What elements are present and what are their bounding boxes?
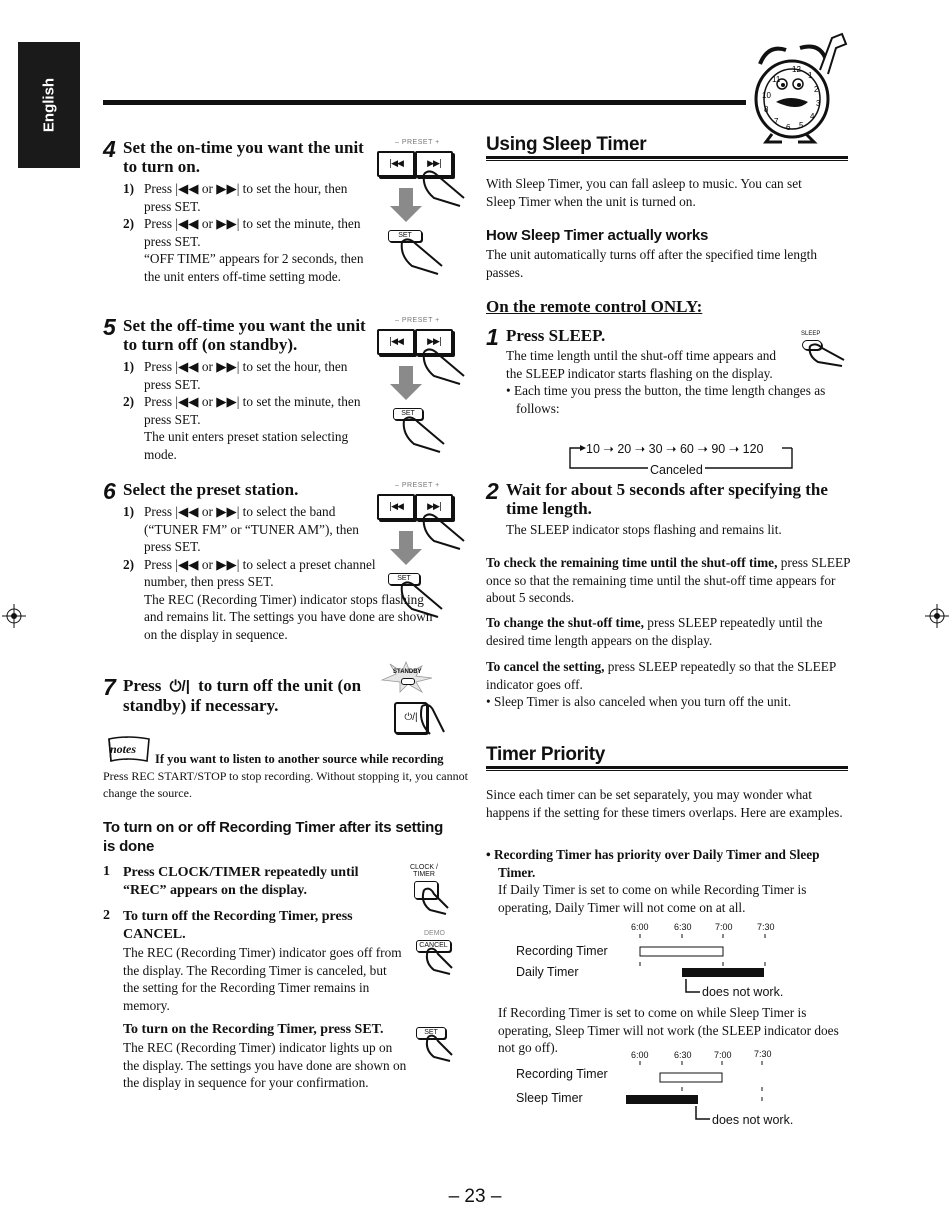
substep: 1) Press |◀◀ or ▶▶| to select the band (“TUNER FM” or “TUNER AM”), then press SET. — [123, 504, 359, 554]
tick-label: 6:00 — [631, 922, 649, 932]
priority-intro: Since each timer can be set separately, you may wonder what happens if the setting for these timers overlaps. Here are examples. — [486, 787, 843, 820]
rec-step-3 — [123, 1021, 408, 1092]
step-text: The SLEEP indicator stops flashing and remains lit. — [506, 522, 782, 537]
svg-text:1: 1 — [808, 71, 813, 80]
substep: 2) Press |◀◀ or ▶▶| to select a preset channel number, then press SET. — [123, 556, 376, 589]
how-heading: How Sleep Timer actually works — [486, 227, 709, 244]
notes-text: Press REC START/STOP to stop recording. Without stopping it, you cannot change the source. — [103, 769, 468, 800]
rec-step-title: Press CLOCK/TIMER repeatedly until “REC” appears on the display. — [123, 865, 359, 898]
sleep-intro: With Sleep Timer, you can fall asleep to music. You can set Sleep Timer when the unit is turned on. — [486, 176, 802, 209]
notes-label: notes — [110, 742, 137, 756]
preset-buttons: – PRESET + |◀◀ ▶▶| — [377, 329, 453, 357]
rec-step-title: To turn on the Recording Timer, press SET. — [123, 1022, 384, 1037]
step-5 — [103, 316, 378, 463]
step-note: The unit enters preset station selecting mode. — [144, 429, 349, 462]
sleep-step-2: 2 Wait for about 5 seconds after specifying the time length. The SLEEP indicator stops flashing and remains lit. — [486, 480, 846, 539]
sleep-label: SLEEP — [801, 331, 821, 337]
rec-step-2: 2 To turn off the Recording Timer, press CANCEL. The REC (Recording Timer) indicator goes off from the display. The Recording Timer is canceled, but the setting for the Recording Timer remains in memory. — [103, 908, 402, 1013]
step-title: Set the off-time you want the unit to turn off (on standby). — [123, 316, 366, 354]
section-rule — [486, 766, 848, 771]
registration-mark-icon — [925, 604, 949, 628]
registration-mark-icon — [2, 604, 26, 628]
notes-title: If you want to listen to another source while recording — [155, 752, 444, 766]
recording-timer-bar — [660, 1073, 722, 1082]
step-text: The time length until the shut-off time appears and the SLEEP indicator starts flashing on the display. — [506, 348, 777, 381]
prev-button[interactable]: |◀◀ — [377, 494, 415, 520]
rec-step-text: The REC (Recording Timer) indicator lights up on the display. The settings you have done are shown on the display in sequence for your confirmation. — [123, 1040, 407, 1090]
power-symbol: ⏻/| — [169, 678, 190, 695]
finger-icon — [418, 702, 448, 738]
step-title: Set the on-time you want the unit to turn on. — [123, 138, 364, 176]
step-number: 5 — [103, 314, 116, 340]
recording-timer-heading: To turn on or off Recording Timer after its setting is done — [103, 819, 444, 855]
how-text: The unit automatically turns off after the specified time length passes. — [486, 247, 817, 280]
step-number: 4 — [103, 136, 116, 162]
step-7 — [103, 676, 378, 715]
set-button[interactable]: SET — [393, 408, 423, 420]
cancel-setting: To cancel the setting, press SLEEP repeatedly so that the SLEEP indicator goes off. — [486, 659, 836, 692]
step-note: “OFF TIME” appears for 2 seconds, then the unit enters off-time setting mode. — [144, 251, 364, 284]
finger-icon — [808, 342, 848, 372]
language-tab — [18, 42, 80, 168]
finger-icon — [400, 414, 450, 454]
cancel-bullet: • Sleep Timer is also canceled when you turn off the unit. — [486, 694, 792, 709]
preset-buttons: – PRESET + |◀◀ ▶▶| — [377, 151, 453, 179]
section-rule — [486, 156, 848, 161]
step-title: Press SLEEP. — [506, 326, 606, 345]
finger-icon — [420, 168, 470, 208]
svg-text:7: 7 — [774, 117, 779, 126]
sleep-step-1: 1 Press SLEEP. The time length until the shut-off time appears and the SLEEP indicator starts flashing on the display. • Each time you press the button, the time length changes as follows: — [486, 326, 846, 417]
finger-icon — [398, 579, 448, 619]
prev-button[interactable]: |◀◀ — [377, 329, 415, 355]
remote-heading: On the remote control ONLY: — [486, 297, 703, 316]
row-label: Recording Timer — [516, 944, 608, 958]
standby-led — [401, 678, 415, 685]
svg-text:8: 8 — [764, 105, 769, 114]
does-not-work-label: does not work. — [702, 985, 784, 999]
next-button[interactable]: ▶▶| — [415, 329, 453, 355]
tick-label: 7:30 — [754, 1049, 772, 1059]
step-title: Wait for about 5 seconds after specifying the time length. — [506, 480, 828, 518]
sleep-timer-heading: Using Sleep Timer — [486, 134, 647, 155]
tick-label: 6:30 — [674, 922, 692, 932]
clock-timer-label: CLOCK / TIMER — [409, 864, 438, 878]
demo-label: DEMO — [424, 930, 445, 937]
row-label: Sleep Timer — [516, 1091, 583, 1105]
tick-label: 7:30 — [757, 922, 775, 932]
svg-text:4: 4 — [810, 112, 815, 121]
svg-text:3: 3 — [816, 99, 821, 108]
finger-icon — [420, 886, 452, 916]
page-number: – 23 – — [448, 1186, 502, 1207]
step-title-part: Press — [123, 676, 162, 695]
set-button[interactable]: SET — [388, 573, 420, 585]
priority-point-2-text: If Recording Timer is set to come on while Sleep Timer is operating, Sleep Timer will not work (the SLEEP indicator does not go off). — [498, 1005, 839, 1055]
rec-step-title: To turn off the Recording Timer, press CANCEL. — [123, 909, 353, 942]
set-button[interactable]: SET — [416, 1027, 446, 1039]
substep: 1) Press |◀◀ or ▶▶| to set the hour, then press SET. — [123, 181, 348, 214]
step-note: The REC (Recording Timer) indicator stops flashing and remains lit. The settings you have done are shown on the display in sequence. — [144, 591, 433, 642]
substep: 1) Press |◀◀ or ▶▶| to set the hour, then press SET. — [123, 359, 348, 392]
language-tab-label: English — [40, 77, 58, 133]
priority-point-1: • Recording Timer has priority over Daily Timer and Sleep Timer. — [486, 847, 820, 880]
rec-step-text: The REC (Recording Timer) indicator goes off from the display. The Recording Timer is canceled, but the setting for the Recording Timer remains in memory. — [123, 945, 402, 1013]
tick-label: 6:30 — [674, 1050, 692, 1060]
finger-icon — [398, 236, 448, 276]
header-rule — [103, 100, 746, 105]
standby-label: STANDBY — [393, 669, 422, 675]
does-not-work-label: does not work. — [712, 1113, 794, 1127]
sleep-timer-bar — [626, 1095, 698, 1104]
check-remaining: To check the remaining time until the shut-off time, press SLEEP once so that the remaining time until the shut-off time appears for about 5 seconds. — [486, 555, 851, 605]
preset-buttons: – PRESET + |◀◀ ▶▶| — [377, 494, 453, 522]
step-title: Select the preset station. — [123, 480, 299, 499]
svg-text:11: 11 — [772, 75, 781, 84]
cancel-button[interactable]: CANCEL — [416, 940, 451, 952]
set-button[interactable]: SET — [388, 230, 422, 242]
prev-button[interactable]: |◀◀ — [377, 151, 415, 177]
down-arrow-icon — [399, 366, 413, 386]
priority-point-1-text: If Daily Timer is set to come on while Recording Timer is operating, Daily Timer will not come on at all. — [498, 882, 807, 915]
svg-text:2: 2 — [814, 85, 819, 94]
recording-timer-bar — [640, 947, 723, 956]
svg-text:6: 6 — [786, 123, 791, 132]
rec-step-1: 1 Press CLOCK/TIMER repeatedly until “REC” appears on the display. — [103, 864, 373, 900]
step-4 — [103, 138, 378, 285]
finger-icon — [424, 946, 456, 976]
tick-label: 7:00 — [715, 922, 733, 932]
next-button[interactable]: ▶▶| — [415, 151, 453, 177]
tick-label: 7:00 — [714, 1050, 732, 1060]
step-bullet: • Each time you press the button, the time length changes as follows: — [506, 383, 826, 416]
change-shutoff: To change the shut-off time, press SLEEP repeatedly until the desired time length appears on the display. — [486, 615, 823, 648]
finger-icon — [420, 346, 470, 386]
svg-text:12: 12 — [792, 65, 801, 74]
substep: 2) Press |◀◀ or ▶▶| to set the minute, then press SET. — [123, 394, 361, 427]
substep: 2) Press |◀◀ or ▶▶| to set the minute, then press SET. — [123, 216, 361, 249]
flash-burst-icon — [378, 660, 434, 694]
timer-priority-heading: Timer Priority — [486, 744, 605, 765]
daily-timer-bar — [682, 968, 764, 977]
row-label: Recording Timer — [516, 1067, 608, 1081]
cycle-canceled-label: Canceled — [650, 463, 703, 477]
step-number: 7 — [103, 674, 116, 700]
finger-icon — [424, 1033, 456, 1063]
power-button[interactable]: ⏻/| — [394, 702, 428, 734]
sleep-cycle: 10 ➝ 20 ➝ 30 ➝ 60 ➝ 90 ➝ 120 — [586, 442, 764, 456]
step-title-part: to turn off the unit (on standby) if necessary. — [123, 676, 362, 715]
row-label: Daily Timer — [516, 965, 579, 979]
step-number: 6 — [103, 478, 116, 504]
alarm-clock-mascot-illustration — [742, 26, 854, 144]
tick-label: 6:00 — [631, 1050, 649, 1060]
down-arrow-icon — [399, 188, 413, 208]
svg-text:5: 5 — [799, 121, 804, 130]
svg-text:10: 10 — [762, 91, 771, 100]
finger-icon — [420, 511, 470, 551]
down-arrow-icon — [399, 531, 413, 551]
next-button[interactable]: ▶▶| — [415, 494, 453, 520]
